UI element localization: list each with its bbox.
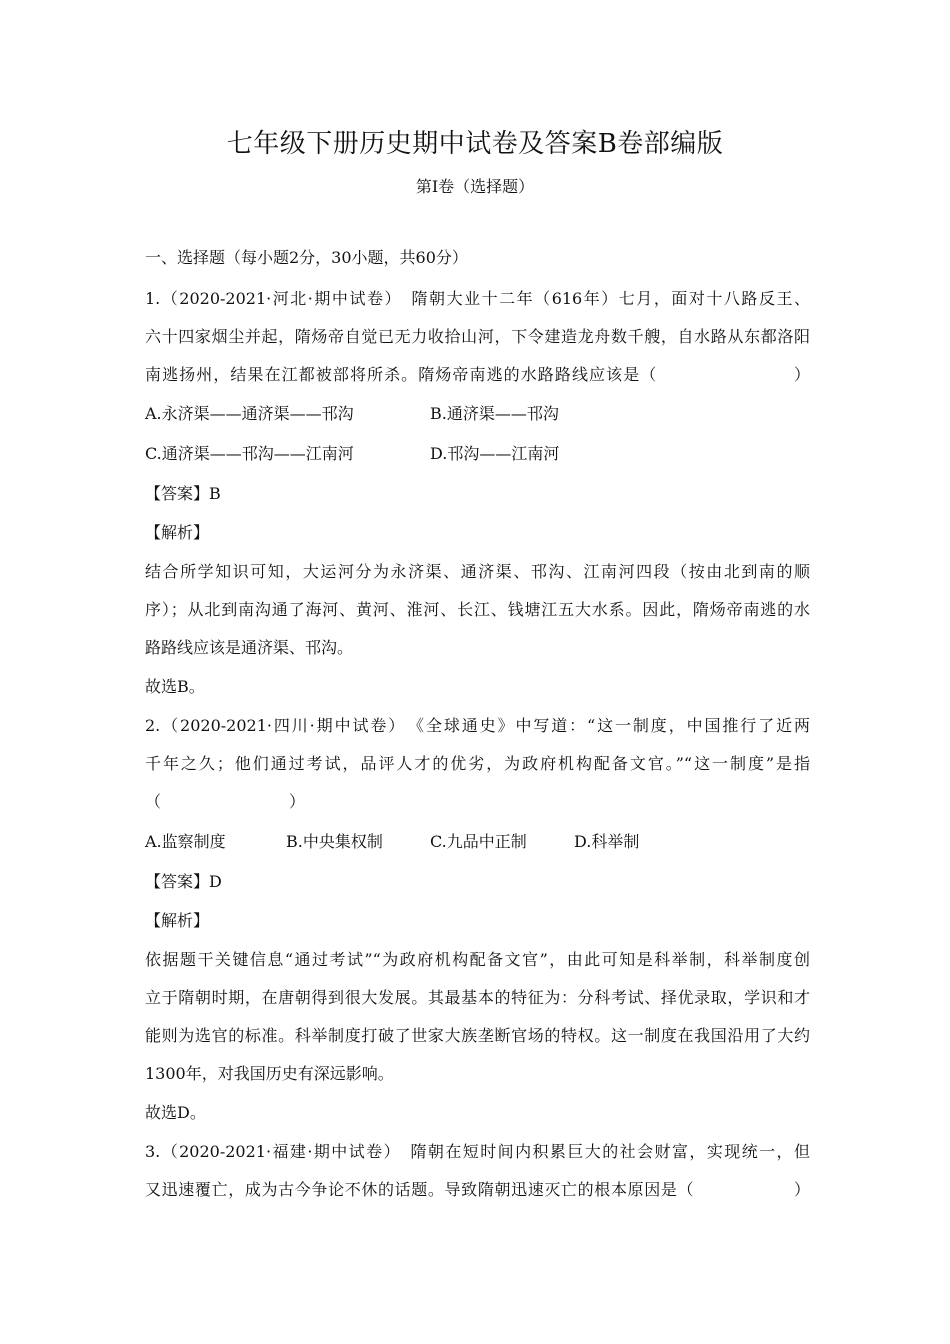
question-3-text-line-2: 又迅速覆亡，成为古今争论不休的话题。导致隋朝迅速灭亡的根本原因是（ ）: [145, 1180, 810, 1199]
question-1-option-a: A.永济渠——通济渠——邗沟: [145, 404, 354, 423]
question-1-option-c: C.通济渠——邗沟——江南河: [145, 444, 354, 463]
question-2-conclusion: 故选D。: [145, 1103, 206, 1122]
question-1-option-d: D.邗沟——江南河: [430, 444, 560, 463]
question-1-analysis-line-2: 序）；从北到南沟通了海河、黄河、淮河、长江、钱塘江五大水系。因此，隋炀帝南逃的水: [145, 600, 810, 619]
question-2-analysis-line-3: 能则为选官的标准。科举制度打破了世家大族垄断官场的特权。这一制度在我国沿用了大约: [145, 1026, 810, 1045]
question-2-option-c: C.九品中正制: [430, 832, 527, 851]
section-heading: 一、选择题（每小题2分，30小题，共60分）: [145, 248, 468, 267]
question-2-analysis-line-1: 依据题干关键信息“通过考试”“为政府机构配备文官”，由此可知是科举制，科举制度创: [145, 950, 810, 969]
question-2-analysis-label: 【解析】: [145, 911, 210, 930]
question-1-text-line-2: 六十四家烟尘并起，隋炀帝自觉已无力收拾山河，下令建造龙舟数千艘，自水路从东都洛阳: [145, 327, 810, 346]
question-1-conclusion: 故选B。: [145, 677, 205, 696]
question-2-text-line-3: （ ）: [145, 792, 306, 811]
question-1-text-line-3: 南逃扬州，结果在江都被部将所杀。隋炀帝南逃的水路路线应该是（ ）: [145, 365, 810, 384]
question-2-analysis-line-2: 立于隋朝时期，在唐朝得到很大发展。其最基本的特征为：分科考试、择优录取，学识和才: [145, 988, 810, 1007]
document-subtitle: 第Ⅰ卷（选择题）: [415, 177, 535, 196]
question-2-text-line-1: 2.（2020-2021·四川·期中试卷） 《全球通史》中写道：“这一制度，中国推行了近两: [145, 716, 810, 735]
question-2-option-d: D.科举制: [574, 832, 640, 851]
question-2-analysis-line-4: 1300年，对我国历史有深远影响。: [145, 1064, 394, 1083]
question-2-answer: 【答案】D: [145, 872, 222, 891]
question-1-answer: 【答案】B: [145, 484, 221, 503]
question-2-option-a: A.监察制度: [145, 832, 226, 851]
question-1-analysis-label: 【解析】: [145, 523, 210, 542]
question-1-analysis-line-3: 路路线应该是通济渠、邗沟。: [145, 638, 354, 657]
document-title: 七年级下册历史期中试卷及答案B卷部编版: [226, 129, 724, 159]
question-2-option-b: B.中央集权制: [286, 832, 383, 851]
question-1-analysis-line-1: 结合所学知识可知，大运河分为永济渠、通济渠、邗沟、江南河四段（按由北到南的顺: [145, 562, 810, 581]
question-1-text-line-1: 1.（2020-2021·河北·期中试卷） 隋朝大业十二年（616年）七月，面对十八路反王、: [145, 289, 810, 308]
question-2-text-line-2: 千年之久；他们通过考试，品评人才的优劣，为政府机构配备文官。”“这一制度”是指: [145, 754, 810, 773]
question-1-option-b: B.通济渠——邗沟: [430, 404, 559, 423]
question-3-text-line-1: 3.（2020-2021·福建·期中试卷） 隋朝在短时间内积累巨大的社会财富，实现统一，但: [145, 1142, 810, 1161]
